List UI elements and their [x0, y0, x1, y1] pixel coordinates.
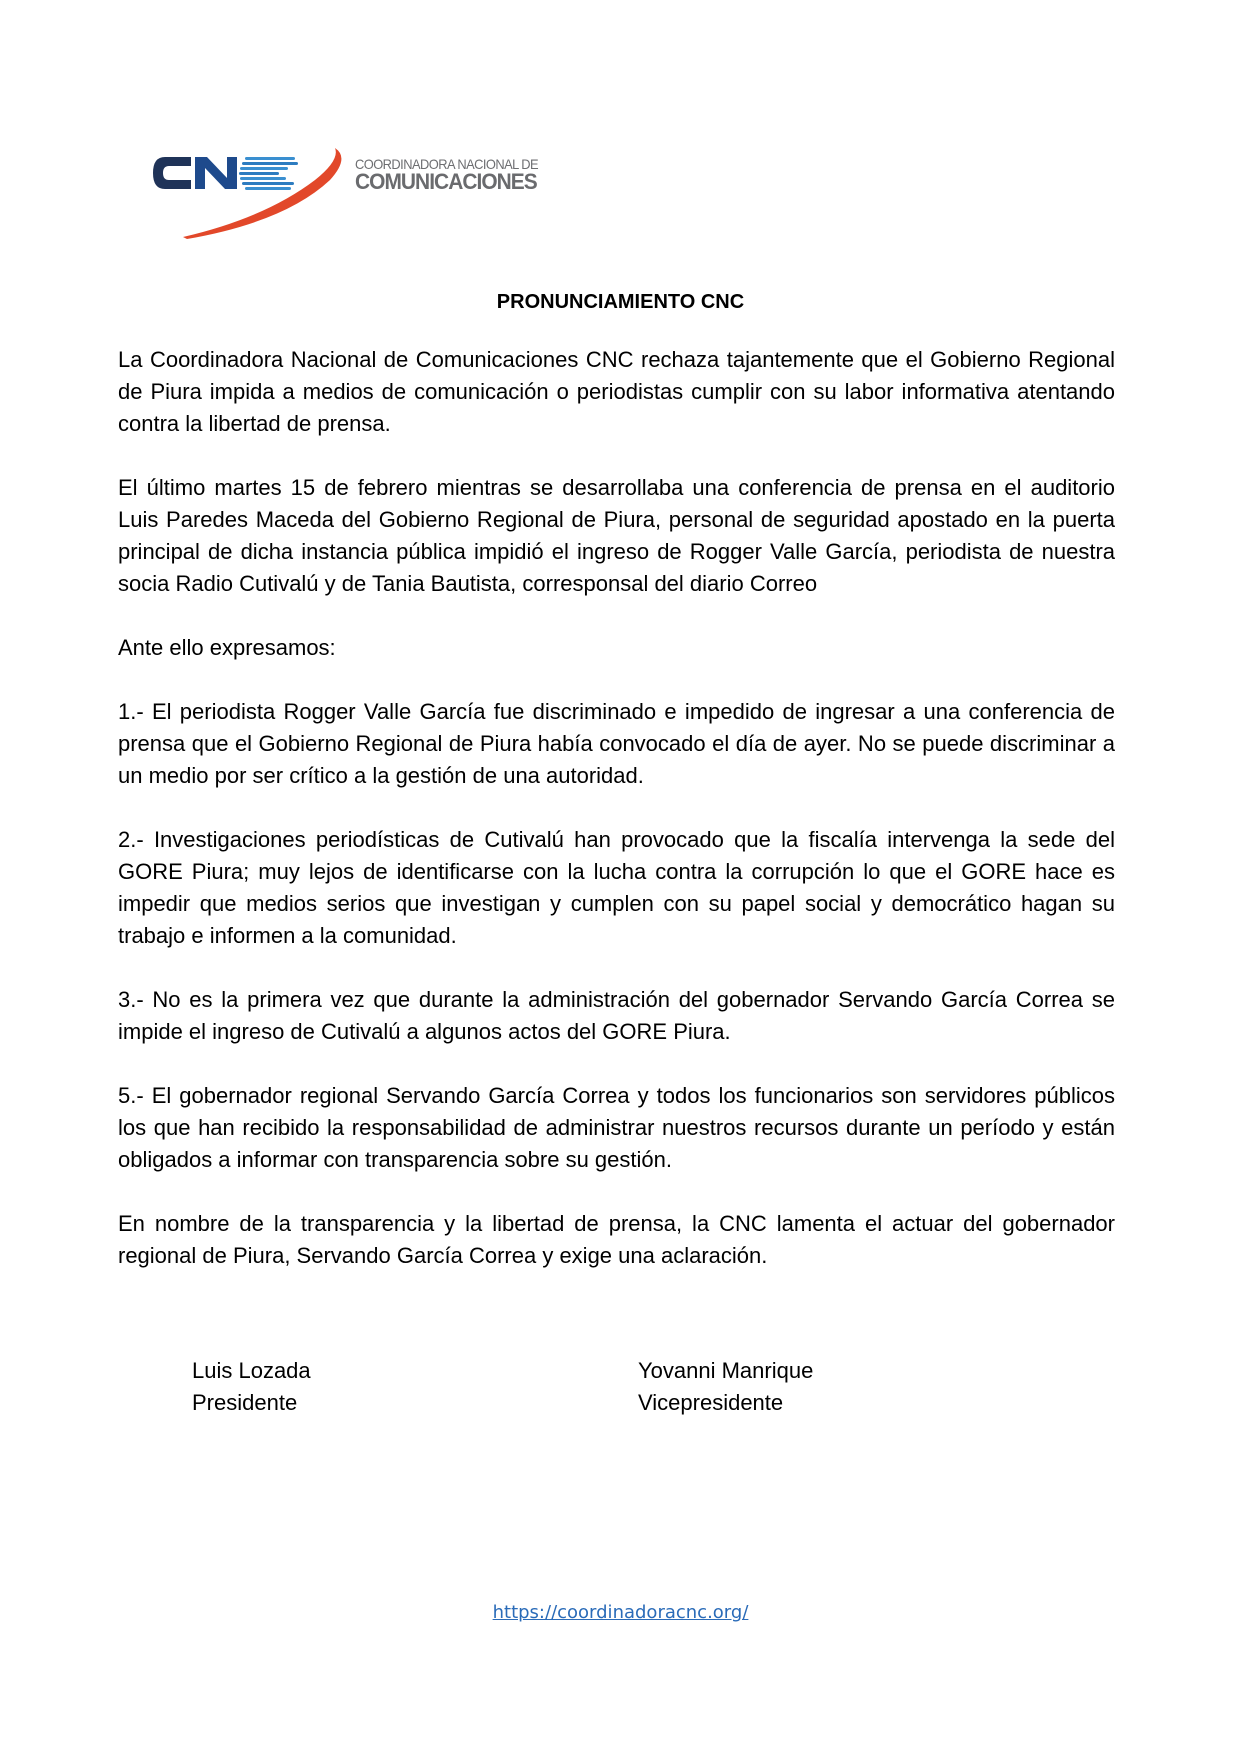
point-2: 2.- Investigaciones periodísticas de Cutivalú han provocado que la fiscalía intervenga la sede del GORE Piura; muy lejos de identificarse con la lucha contra la corrupción lo que el GORE hace es impedir que medios serios que investigan y cumplen con su papel social y democrático hagan su trabajo e informen a la comunidad.	[118, 827, 1115, 948]
point-1: 1.- El periodista Rogger Valle García fue discriminado e impedido de ingresar a una conferencia de prensa que el Gobierno Regional de Piura había convocado el día de ayer. No se puede discriminar a un medio por ser crítico a la gestión de una autoridad.	[118, 699, 1115, 788]
cnc-logo	[145, 140, 565, 250]
footer	[0, 1601, 1241, 1625]
logo-line-2: COMUNICACIONES	[355, 169, 537, 194]
signature-name: Yovanni Manrique	[638, 1358, 814, 1383]
signature-name: Luis Lozada	[192, 1358, 311, 1383]
website-link[interactable]: https://coordinadoracnc.org/	[492, 1602, 749, 1623]
document-body	[118, 344, 1115, 1304]
document-title: PRONUNCIAMIENTO CNC	[496, 291, 745, 313]
logo-line-1: COORDINADORA NACIONAL DE	[355, 156, 539, 172]
paragraph-event: El último martes 15 de febrero mientras se desarrollaba una conferencia de prensa en el auditorio Luis Paredes Maceda del Gobierno Regional de Piura, personal de seguridad apostado en la puerta principal de dicha instancia pública impidió el ingreso de Rogger Valle García, periodista de nuestra socia Radio Cutivalú y de Tania Bautista, corresponsal del diario Correo	[118, 475, 1115, 596]
logo-wordmark	[355, 157, 554, 193]
point-3: 3.- No es la primera vez que durante la administración del gobernador Servando García Correa se impide el ingreso de Cutivalú a algunos actos del GORE Piura.	[118, 987, 1115, 1044]
signature-role: Presidente	[192, 1390, 298, 1415]
signature-vice-president	[638, 1355, 813, 1419]
paragraph-intro: La Coordinadora Nacional de Comunicaciones CNC rechaza tajantemente que el Gobierno Regional de Piura impida a medios de comunicación o periodistas cumplir con su labor informativa atentando contra la libertad de prensa.	[118, 347, 1115, 436]
logo-letter-c-striped	[239, 157, 298, 190]
paragraph-closing: En nombre de la transparencia y la libertad de prensa, la CNC lamenta el actuar del gobernador regional de Piura, Servando García Correa y exige una aclaración.	[118, 1211, 1115, 1268]
signature-president	[192, 1355, 311, 1419]
paragraph-lead-in: Ante ello expresamos:	[118, 635, 336, 660]
logo-letter-n-blue	[195, 157, 237, 189]
signature-role: Vicepresidente	[638, 1390, 784, 1415]
logo-letter-c-navy	[153, 157, 191, 189]
point-5: 5.- El gobernador regional Servando García Correa y todos los funcionarios son servidores públicos los que han recibido la responsabilidad de administrar nuestros recursos durante un período y están obligados a informar con transparencia sobre su gestión.	[118, 1083, 1115, 1172]
cnc-logo-mark	[145, 140, 355, 250]
